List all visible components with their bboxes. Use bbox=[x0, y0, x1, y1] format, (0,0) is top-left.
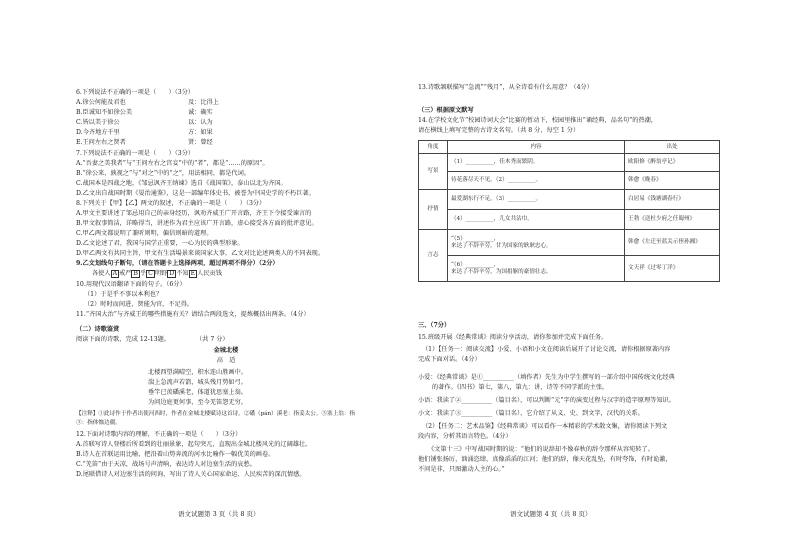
table-row bbox=[419, 154, 720, 172]
row-3-source: 白居易《钱塘湖春行》 bbox=[625, 190, 720, 210]
header-source: 出处 bbox=[625, 141, 720, 154]
group-ambition: 言志 bbox=[419, 230, 448, 282]
table-row bbox=[419, 172, 720, 190]
q15-line-4: 小爱：《经典常谈》是①__________（填作者）先生为中学生撰写的一部介绍中国传统文化经典 bbox=[418, 374, 675, 381]
row-6-blank: “（6）__________， bbox=[451, 261, 500, 268]
q12-option-b: C.“羌笛”由于天凉，战场号声清响，表达诗人对边塞生活的哀愁。 bbox=[76, 461, 256, 468]
q6-option-e-gloss: 贤：曾经 bbox=[188, 139, 213, 146]
row-5-content[interactable] bbox=[448, 230, 625, 256]
q9-seg1: 戒严 bbox=[119, 270, 132, 277]
q13-stem: 13.诗歌颔联描写“急流”“残月”，从全诗看有什么用意？（4分） bbox=[418, 84, 593, 91]
row-3-content[interactable]: 最爱湖东行不足，（3）__________。 bbox=[448, 190, 625, 210]
poem-section-points: （共 7 分） bbox=[196, 336, 229, 343]
q9-seg3: 明野 bbox=[154, 270, 168, 277]
q15-line-1: 15.班级开展《经典常谈》阅读分享活动，请你参加并完成下面任务。 bbox=[418, 334, 608, 341]
row-4-source: 王勃《送杜少府之任蜀州》 bbox=[625, 210, 720, 230]
q10-stem: 10.用现代汉语翻译下面的句子。（6分） bbox=[76, 281, 186, 288]
poem-line-3: 垂竿已羡磻溪老，体道犹思塞上翁。 bbox=[148, 389, 247, 396]
q15-line-5: 的著作。《四书》第七，第八，第九：讲，诗等不同学派的主张。 bbox=[432, 384, 609, 391]
q10-sentence-2: （2）时时而间进，贤能为官，不足得。 bbox=[84, 301, 194, 308]
q10-sentence-1: （1）于是乎不事以本利也？ bbox=[84, 291, 163, 298]
recite-table-header bbox=[419, 141, 720, 154]
row-6-source: 文天祥《过零丁洋》 bbox=[625, 256, 720, 282]
q8-stem: 8.下列关于【甲】【乙】两文的叙述，不正确的一项是（ ）（3分） bbox=[76, 200, 266, 207]
q15-line-6: 小语：我读了②__________（篇目名），可以判断“元”字的演变过程与汉字的造字原理等知识。 bbox=[418, 397, 675, 404]
poem-note-2: ③：指体恤边疆。 bbox=[76, 420, 121, 426]
poem-author: 高 适 bbox=[216, 357, 236, 364]
q8-option-a: A.甲文主要讲述了邹忌用自己的亲身经历，讽劝齐威王广开言路，齐王下令接受谏言的 bbox=[76, 210, 312, 217]
q7-option-b: B.“徐公来，孰视之”与“对之”中的“之”，用法相同，都是代词。 bbox=[76, 170, 250, 177]
header-content: 内容 bbox=[448, 141, 625, 154]
row-6-desc: 来达了不辞辛劳，为国捐躯的豪情壮志。 bbox=[451, 268, 552, 275]
q9-box-a[interactable]: A bbox=[112, 270, 118, 277]
q6-option-d: D.今齐地方千里 bbox=[76, 129, 120, 136]
q15-line-2: （1）【任务一：阅读交流】小爱、小语和小文在阅读后展开了讨论交流，请你根据原著内容 bbox=[422, 346, 671, 353]
table-row bbox=[419, 256, 720, 282]
q8-option-c: D.乙文论述了君，我国与国学正重要，一心为民的典型形象。 bbox=[76, 240, 244, 247]
poem-section-intro: 阅读下面的诗歌，完成 12-13题。 bbox=[76, 336, 171, 343]
q9-box-b[interactable]: B bbox=[133, 270, 138, 277]
q15-line-11: 他们铺张扬厉，汹涌恣肆，真像滔滔的江河；他们的辞，像天花乱坠，有时夸饰，有时诡激， bbox=[418, 456, 672, 463]
q12-option-a2: B.诗人在首联运用比喻，把沿着山势奔流的河水比喻作一幅优美的画卷。 bbox=[76, 451, 275, 458]
left-page-footer: 语文试题第 3 页（共 8 页） bbox=[178, 510, 260, 518]
q6-option-a-gloss: 及：比得上 bbox=[188, 99, 219, 106]
q6-option-b: B.臣诚知不如徐公美 bbox=[76, 109, 133, 116]
table-row bbox=[419, 190, 720, 210]
row-4-content[interactable]: （4）__________，儿女共沾巾。 bbox=[448, 210, 625, 230]
q9-seg4: 不知 bbox=[176, 270, 189, 277]
row-5-source: 韩愈《左迁至蓝关示侄孙湘》 bbox=[625, 230, 720, 256]
row-5-blank: “（5）__________， bbox=[451, 235, 500, 242]
q12-option-c: D.尾联借诗人对边塞生活的问询，写出了诗人关心国家命运、人民疾苦的深沉情感。 bbox=[76, 471, 306, 478]
poem-title: 金城北楼 bbox=[213, 347, 239, 354]
q15-line-10: 《文第十三》中写战国时期的说：“他们的说辞却不像春秋的辞令那样从容宛转了。 bbox=[428, 446, 654, 453]
q9-seg2: 乎 bbox=[139, 270, 147, 277]
q9-box-e[interactable]: E bbox=[190, 270, 196, 277]
row-1-source: 欧阳修《醉翁亭记》 bbox=[625, 154, 720, 172]
poem-line-2: 湍上急流声若箭，城头残月势如弓。 bbox=[148, 379, 247, 386]
q6-stem: 6.下列说法不正确的一项是（ ）（3分） bbox=[76, 89, 195, 96]
q15-line-8: （2）【任务二：艺术品鉴】《经典常谈》可以看作一本精彩的学术散文集，请你阅读下列文 bbox=[422, 423, 668, 430]
recite-section-heading: （三）根据原文默写 bbox=[418, 107, 474, 114]
q12-option-a: A.首联写诗人登楼后所看到的壮丽景象，起句突兀，直现出金城北楼风光的辽阔雄壮。 bbox=[76, 441, 312, 448]
row-6-content[interactable] bbox=[448, 256, 625, 282]
right-page-footer: 语文试题第 4 页（共 8 页） bbox=[510, 510, 592, 518]
q6-option-d-gloss: 方：如果 bbox=[188, 129, 213, 136]
q14-line-1: 14.在学校文化节“校园诗词大会”比赛的暂动下，校园里推出“诵经典，品名句”的热潮， bbox=[418, 117, 658, 124]
q15-line-3: 完成下面对话。（4分） bbox=[418, 356, 481, 363]
q9-stem: 9.乙文划线句子断句，（请在答题卡上选择两项，超过两项不得分）（2分） bbox=[76, 260, 279, 267]
q7-stem: 7.下列说法不正确的一项是（ ）（3分） bbox=[76, 150, 195, 157]
part-three-heading: 三、（7分） bbox=[418, 322, 451, 329]
table-row bbox=[419, 210, 720, 230]
q9-pre: 各使人 bbox=[92, 270, 111, 277]
q9-sentence bbox=[92, 270, 222, 278]
poem-section-heading: （二）诗歌鉴赏 bbox=[76, 326, 120, 333]
q9-box-c[interactable]: C bbox=[148, 270, 153, 277]
q12-stem: 12.下面对诗歌内容的理解，不正确的一项是（ ）（3分） bbox=[76, 431, 242, 438]
row-2-content[interactable]: 待花落尽天不见，（2）__________。 bbox=[448, 172, 625, 190]
group-emotion: 抒情 bbox=[419, 190, 448, 230]
table-row bbox=[419, 230, 720, 256]
q6-option-c: C.皆以美于徐公 bbox=[76, 119, 120, 126]
q8-option-d: D.甲乙两文有共同主旨，甲文有生活場景来谈国家大事，乙文对比论述两类人的不同表现。 bbox=[76, 250, 325, 257]
q7-option-d: D.乙文出自战国时期《晏治通鉴》，这是一部编年体史书，被誉为中国史学的不朽巨著。 bbox=[76, 190, 315, 197]
q9-seg5: 人民贡钱 bbox=[197, 270, 222, 277]
row-1-content[interactable]: （1）__________，佳木秀而繁阴。 bbox=[448, 154, 625, 172]
q8-option-b: C.甲乙两文都说明了兼听则明，偏信则暗的道理。 bbox=[76, 230, 213, 237]
q9-box-d[interactable]: D bbox=[169, 270, 175, 277]
row-2-source: 韩愈《晚春》 bbox=[625, 172, 720, 190]
q14-line-2: 请在横线上填写完整的古诗文名句。（共 8 分，每空 1 分） bbox=[418, 127, 580, 134]
recite-table bbox=[418, 140, 720, 282]
row-5-desc: 来达了不辞辛劳，甘为国家的耿耿忠心。 bbox=[451, 242, 552, 249]
q11-stem: 11.“齐国大治”与齐威王的哪些措施有关？请结合两段选文，提炼概括出两条。（4分） bbox=[76, 311, 310, 318]
q8-option-a2: B.甲文叙事简洁，详略得当，讲述作为君主应该广开言路，虚心接受各方面的批评意见。 bbox=[76, 220, 318, 227]
q6-option-b-gloss: 诚：确实 bbox=[188, 109, 213, 116]
poem-line-4: 为问边庭更何事，至今羌笛怨无穷。 bbox=[148, 399, 247, 406]
q6-option-a: A.徐公何能及君也 bbox=[76, 99, 126, 106]
q7-option-c: C.战国本是四战之地，《邹忌讽齐王纳谏》选自《战国策》，泰山以北为齐国。 bbox=[76, 180, 287, 187]
poem-note-1: 【注释】①此诗作于作者出使河西时，作者在金城北楼赋诗这首诗。②磻（pán）溪老：指姜太公。③塞上翁：指 bbox=[76, 411, 356, 417]
q6-option-e: E.王问左右之贤者 bbox=[76, 139, 126, 146]
q7-option-a: A.“吾妻之美我者”与“王问左右之宫妾”中的“者”，都是“……的原因”。 bbox=[76, 160, 269, 167]
poem-line-1: 北楼西望满晴空，积水连山胜画中。 bbox=[148, 369, 247, 376]
q15-line-12: 不问是非，只图激动人主的心。” bbox=[418, 466, 505, 473]
group-scenery: 写景 bbox=[419, 154, 448, 190]
q15-line-7: 小文：我读了③__________（篇目名），它介绍了从义、史、到文字，汉代的关系。 bbox=[418, 410, 644, 417]
q6-option-c-gloss: 以：认为 bbox=[188, 119, 213, 126]
q15-line-9: 段内容，分析其语言特色。（4分） bbox=[418, 433, 512, 440]
header-angle: 角度 bbox=[419, 141, 448, 154]
